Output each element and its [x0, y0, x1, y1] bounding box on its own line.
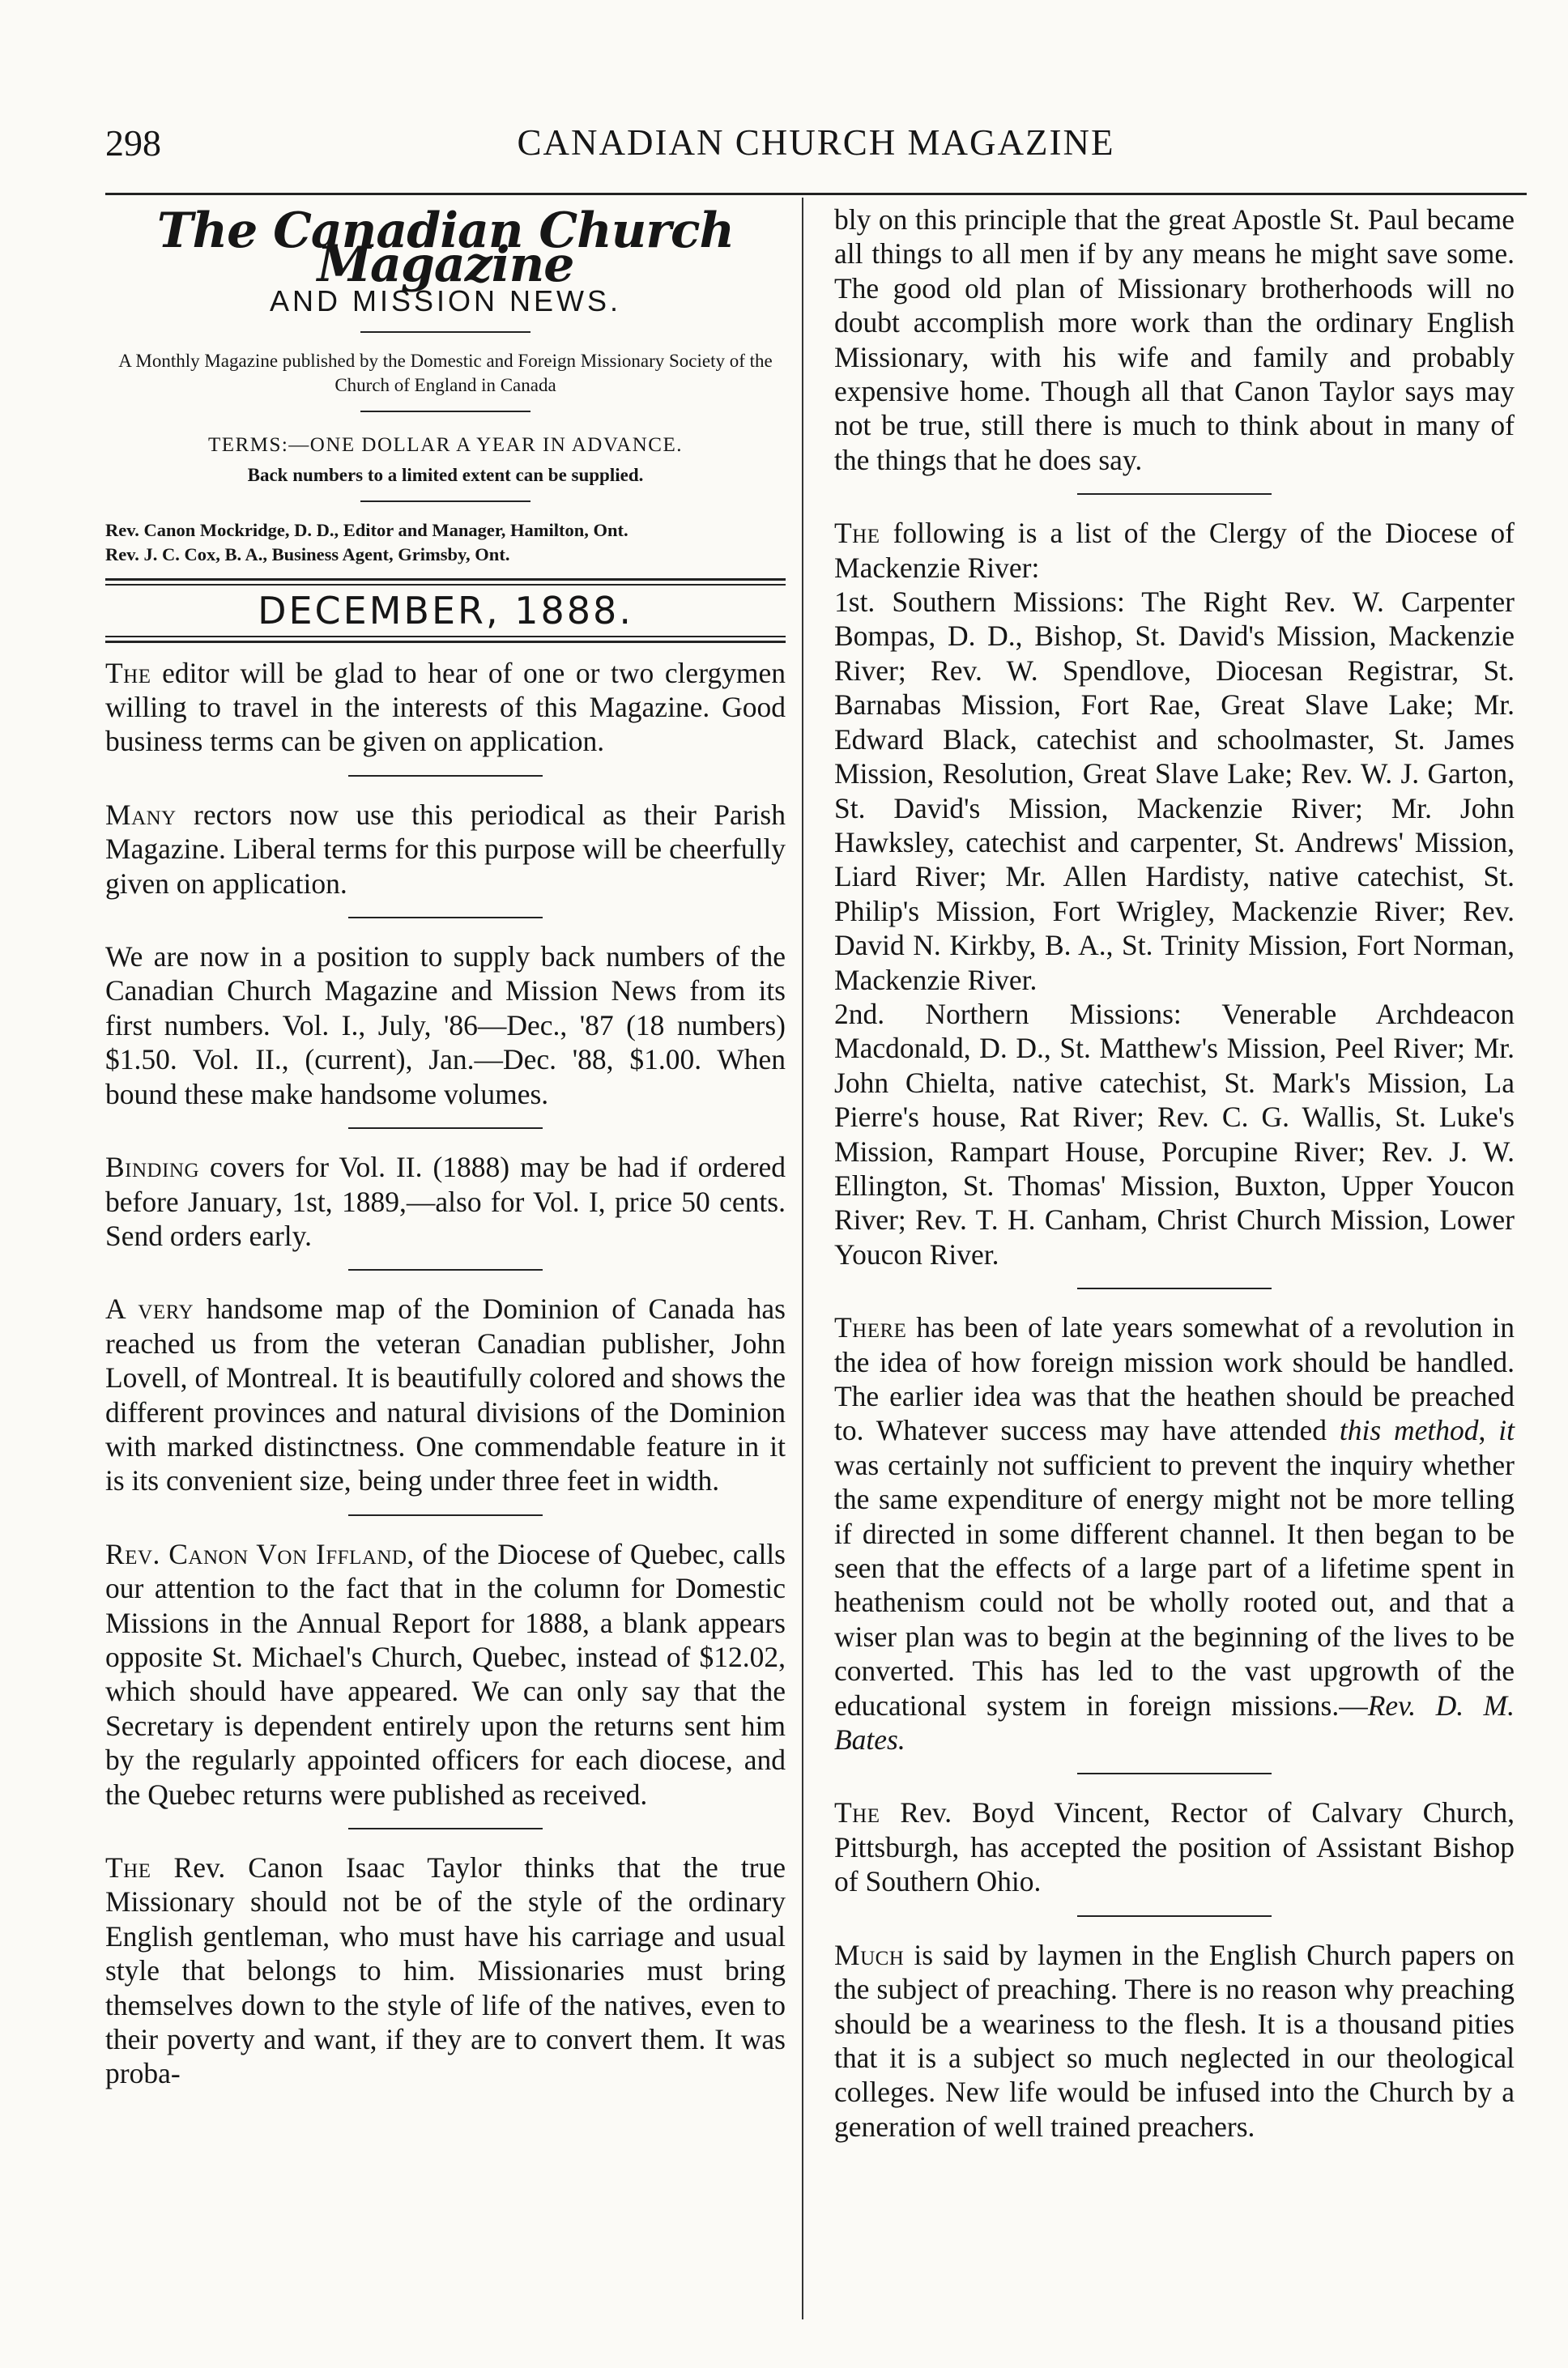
masthead-title: The Canadian Church Magazine [156, 202, 735, 294]
paragraph-back-numbers: We are now in a position to supply back numbers of the Canadian Church Magazine and Mission News from its first numbers. Vol. I., July, '86—Dec., '87 (18 numbers) $1.50. Vol. II., (current), Jan.—Dec. '88, $1.00. When bound these make handsome volumes. [105, 940, 786, 1110]
header-rule [105, 193, 1527, 195]
right-column [834, 202, 1515, 2144]
paragraph-binding-covers: Binding covers for Vol. II. (1888) may be had if ordered before January, 1st, 1889,—also for Vol. I, price 50 cents. Send orders early. [105, 1151, 786, 1252]
left-column [105, 202, 786, 2091]
subscription-terms: TERMS:—ONE DOLLAR A YEAR IN ADVANCE. [208, 434, 683, 457]
running-title: CANADIAN CHURCH MAGAZINE [517, 122, 1115, 163]
issue-date: DECEMBER, 1888. [258, 588, 633, 632]
divider [348, 917, 543, 918]
paragraph-southern-missions: 1st. Southern Missions: The Right Rev. W. Carpenter Bompas, D. D., Bishop, St. David's Mission, Mackenzie River; Rev. W. Spendlove, Diocesan Registrar, St. Barnabas Mission, Fort Rae, Great Slave Lake; Mr. Edward Black, catechist and schoolmaster, St. James Mission, Resolution, Great Slave Lake; Rev. W. J. Garton, St. David's Mission, Mackenzie River; Mr. John Hawksley, catechist and carpenter, St. Andrews' Mission, Liard River; Mr. Allen Hardisty, native catechist, St. Philip's Mission, Fort Wrigley, Mackenzie River; Rev. David N. Kirkby, B. A., St. Trinity Mission, Fort Norman, Mackenzie River. [834, 586, 1515, 996]
paragraph-editor-travel: The editor will be glad to hear of one or two clergymen willing to travel in the interests of this Magazine. Good business terms can be given on application. [105, 656, 786, 758]
paragraph-preaching: Much is said by laymen in the English Church papers on the subject of preaching. There is no reason why preaching should be a weariness to the flesh. It is a thousand pities that it is a subject so much neglected in our theological colleges. New life would be infused into the Church by a generation of well trained preachers. [834, 1938, 1515, 2143]
divider [360, 500, 530, 502]
divider [360, 411, 530, 412]
paragraph-canon-von-iffland: Rev. Canon Von Iffland, of the Diocese of Quebec, calls our attention to the fact that in the column for Domestic Missions in the Annual Report for 1888, a blank appears opposite St. Michael's Church, Quebec, instead of $12.02, which should have appeared. We can only say that the Secretary is dependent entirely upon the returns sent him by the regularly appointed officers for each diocese, and the Quebec returns were published as received. [105, 1537, 786, 1811]
divider [1077, 1773, 1272, 1774]
paragraph-map-of-canada: A very handsome map of the Dominion of Canada has reached us from the veteran Canadian publisher, John Lovell, of Montreal. It is beautifully colored and shows the different provinces and natural divisions of the Dominion with marked distinctness. One commendable feature in it is its convenient size, being under three feet in width. [105, 1293, 786, 1497]
divider [360, 331, 530, 333]
article-author: Rev. D. M. Bates. [834, 1689, 1515, 1757]
double-rule [105, 636, 786, 643]
double-rule [105, 578, 786, 586]
divider [1077, 493, 1272, 495]
paragraph-mission-revolution: There has been of late years somewhat of a revolution in the idea of how foreign mission work should be handled. The earlier idea was that the heathen should be preached to. Whatever success may have attended this method, it was certainly not sufficient to prevent the inquiry whether the same expenditure of energy might not be more telling if directed in some different channel. It then began to be seen that the effects of a large part of a lifetime spent in heathenism could not be wholly rooted out, and that a wiser plan was to begin at the beginning of the lives to be converted. This has led to the vast upgrowth of the educational system in foreign missions.—Rev. D. M. Bates. [834, 1311, 1515, 1757]
divider [1077, 1915, 1272, 1917]
back-numbers-note: Back numbers to a limited extent can be supplied. [247, 464, 644, 485]
page-header [105, 121, 1527, 178]
masthead-subtitle: AND MISSION NEWS. [269, 283, 622, 317]
divider [1077, 1288, 1272, 1289]
editor-line: Rev. Canon Mockridge, D. D., Editor and Manager, Hamilton, Ont. [105, 519, 628, 540]
masthead-description: A Monthly Magazine published by the Domestic and Foreign Missionary Society of the Church of England in Canada [118, 351, 773, 396]
divider [348, 1127, 543, 1129]
divider [348, 1828, 543, 1829]
paragraph-parish-magazine: Many rectors now use this periodical as their Parish Magazine. Liberal terms for this purpose will be cheerfully given on application. [105, 798, 786, 900]
paragraph-clergy-intro: The following is a list of the Clergy of the Diocese of Mackenzie River: [834, 517, 1515, 584]
divider [348, 1269, 543, 1271]
paragraph-canon-taylor: The Rev. Canon Isaac Taylor thinks that the true Missionary should not be of the style of the ordinary English gentleman, who must have his carriage and usual style that belongs to him. Missionaries must bring themselves down to the style of life of the natives, even to their poverty and want, if they are to convert them. It was proba- [105, 1851, 786, 2090]
paragraph-taylor-continuation: bly on this principle that the great Apostle St. Paul became all things to all men if by any means he might save some. The good old plan of Missionary brotherhoods will no doubt accomplish more work than the ordinary English Missionary, with his wife and family and probably expensive home. Though all that Canon Taylor says may not be true, still there is much to think about in many of the things that he does say. [834, 203, 1515, 476]
divider [348, 1514, 543, 1516]
paragraph-boyd-vincent: The Rev. Boyd Vincent, Rector of Calvary Church, Pittsburgh, has accepted the position of Assistant Bishop of Southern Ohio. [834, 1796, 1515, 1898]
business-agent-line: Rev. J. C. Cox, B. A., Business Agent, Grimsby, Ont. [105, 543, 510, 564]
paragraph-northern-missions: 2nd. Northern Missions: Venerable Archdeacon Macdonald, D. D., St. Matthew's Mission, Peel River; Mr. John Chielta, native catechist, St. Mark's Mission, La Pierre's house, Rat River; Rev. C. G. Wallis, St. Luke's Mission, Rampart House, Porcupine River; Rev. J. W. Ellington, St. Thomas' Mission, Buxton, Upper Youcon River; Rev. T. H. Canham, Christ Church Mission, Lower Youcon River. [834, 997, 1515, 1271]
divider [348, 775, 543, 777]
column-divider [802, 198, 803, 2319]
page-number: 298 [105, 122, 161, 164]
